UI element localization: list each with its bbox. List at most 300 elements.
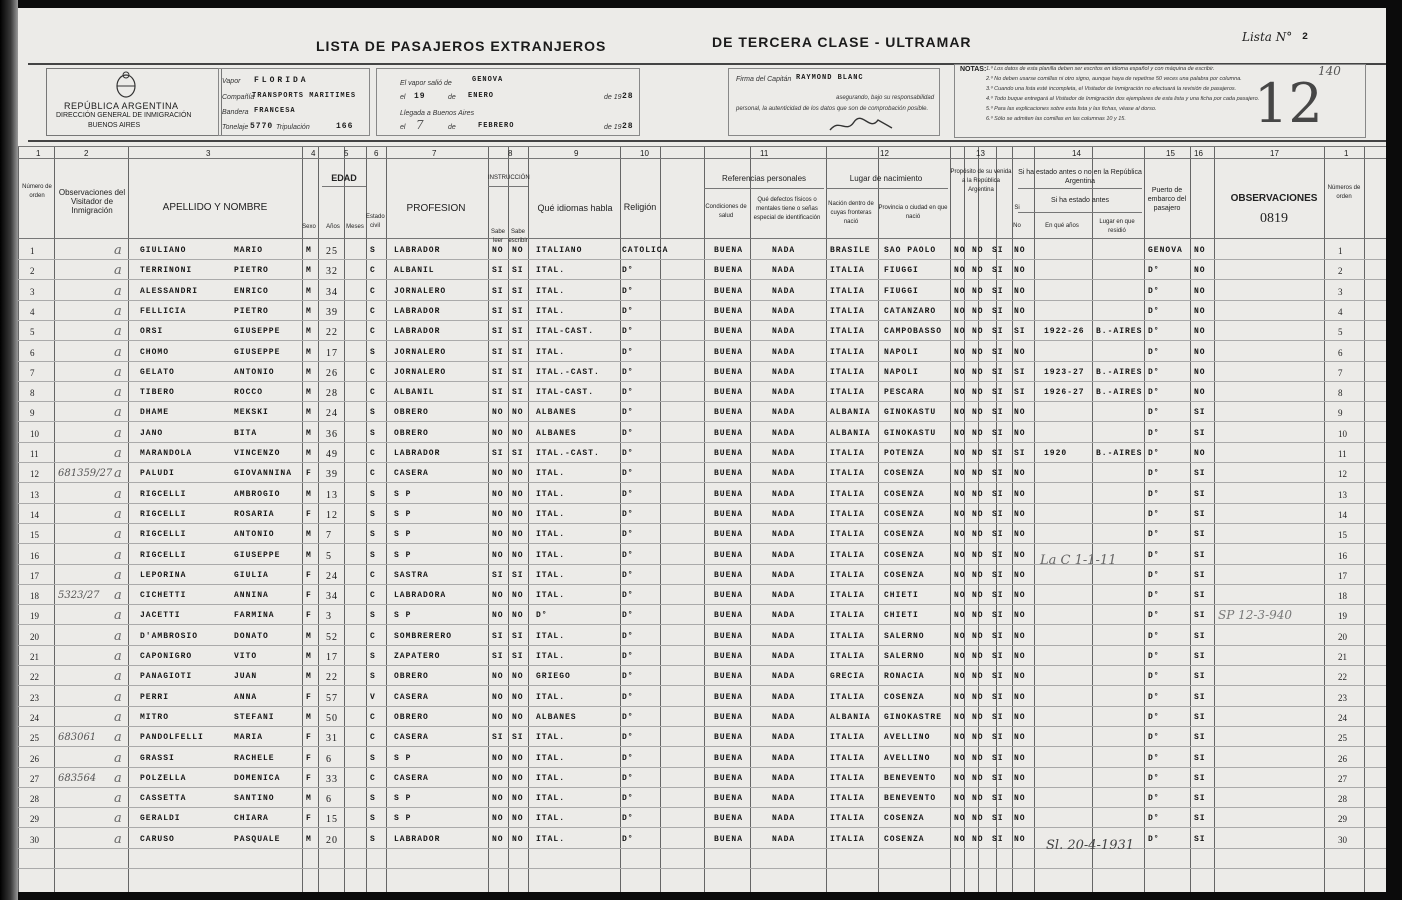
cell-puerto: D°: [1148, 428, 1160, 438]
cell-idiomas: ITAL.: [536, 773, 566, 783]
grid-column-line: [1034, 146, 1035, 892]
grid-subheader-line: [322, 186, 366, 187]
cell-profesion: S P: [394, 489, 412, 499]
cell-hand-mark: a: [114, 385, 122, 401]
cell-prop-4: NO: [1014, 652, 1026, 661]
cell-prop-1: NO: [954, 367, 966, 377]
cell-sabe-escribir: NO: [512, 246, 524, 255]
cell-sabe-leer: SI: [492, 266, 504, 276]
grid-row-line: [18, 868, 1386, 869]
cell-provincia: PESCARA: [884, 388, 925, 398]
grid-column-line: [344, 146, 345, 892]
cell-defectos: NADA: [772, 469, 796, 479]
cell-prop-2: NO: [972, 327, 984, 337]
cell-idiomas: ITAL.: [536, 469, 566, 479]
row-number: 4: [30, 306, 35, 317]
row-number: 11: [30, 449, 39, 459]
cell-nombre: PIETRO: [234, 266, 269, 276]
cell-sabe-escribir: SI: [512, 388, 524, 398]
grid-row-line: [18, 523, 1386, 524]
salida-dia: 19: [414, 92, 426, 101]
cell-puerto: D°: [1148, 449, 1160, 458]
cell-sexo: M: [306, 489, 312, 499]
cell-sabe-escribir: SI: [512, 266, 524, 276]
cell-puerto: D°: [1148, 591, 1160, 601]
cell-edad: 34: [326, 286, 338, 298]
cell-religion: D°: [622, 449, 634, 458]
cell-lugar-residio: B.-AIRES: [1096, 388, 1143, 398]
cell-profesion: LABRADOR: [394, 306, 441, 316]
cell-nacion: ITALIA: [830, 834, 865, 844]
cell-provincia: SALERNO: [884, 652, 925, 661]
cell-puerto: D°: [1148, 286, 1160, 296]
cell-defectos: NADA: [772, 773, 796, 783]
cell-hand-mark: a: [114, 689, 122, 705]
row-number-right: 13: [1338, 489, 1347, 500]
cell-prop-1: NO: [954, 489, 966, 499]
grid-row-line: [18, 726, 1386, 727]
cell-prop-2: NO: [972, 834, 984, 844]
cell-religion: D°: [622, 388, 634, 398]
row-number-right: 17: [1338, 570, 1347, 581]
row-number: 13: [30, 489, 39, 500]
cell-puerto: D°: [1148, 672, 1160, 682]
cell-religion: D°: [622, 408, 634, 418]
row-number: 2: [30, 266, 35, 277]
cell-nacion: ITALIA: [830, 794, 865, 804]
row-number-right: 22: [1338, 672, 1347, 683]
cell-sabe-escribir: NO: [512, 814, 524, 824]
cell-profesion: S P: [394, 753, 412, 763]
cell-sabe-leer: SI: [492, 733, 504, 743]
cell-idiomas: ITAL.: [536, 692, 566, 702]
cell-provincia: RONACIA: [884, 672, 925, 682]
cell-prop-4: NO: [1014, 814, 1026, 824]
cell-sexo: M: [306, 449, 312, 458]
cell-religion: D°: [622, 611, 634, 621]
cell-nombre: ANTONIO: [234, 367, 275, 377]
cell-prop-3: SI: [992, 530, 1004, 540]
cell-sabe-escribir: NO: [512, 550, 524, 560]
cell-apellido: CASSETTA: [140, 794, 187, 804]
cell-nacion: ITALIA: [830, 449, 865, 458]
cell-salud: BUENA: [714, 509, 744, 519]
cell-sabe-leer: SI: [492, 570, 504, 580]
row-number-right: 4: [1338, 306, 1343, 317]
cell-sexo: M: [306, 327, 312, 337]
cell-puerto: D°: [1148, 388, 1160, 398]
handwritten-note-2: Sl. 20-4-1931: [1046, 838, 1135, 853]
row-number-right: 27: [1338, 773, 1347, 784]
grid-row-line: [18, 827, 1386, 828]
cell-prop-4: NO: [1014, 794, 1026, 804]
cell-sabe-leer: NO: [492, 550, 504, 560]
cell-provincia: NAPOLI: [884, 347, 919, 357]
cell-edad: 52: [326, 631, 338, 643]
cell-edad: 20: [326, 834, 338, 846]
cell-religion: D°: [622, 327, 634, 337]
cell-prop-4: NO: [1014, 611, 1026, 621]
cell-nacion: ITALIA: [830, 611, 865, 621]
cell-profesion: LABRADOR: [394, 246, 441, 255]
cell-prop-1: NO: [954, 712, 966, 722]
cell-prop-4: NO: [1014, 631, 1026, 641]
cell-nacion: ITALIA: [830, 530, 865, 540]
cell-sabe-escribir: SI: [512, 449, 524, 458]
cell-prop-1: NO: [954, 591, 966, 601]
cell-sabe-escribir: SI: [512, 631, 524, 641]
cell-nacion: ITALIA: [830, 631, 865, 641]
cell-prop-3: SI: [992, 814, 1004, 824]
cell-defectos: NADA: [772, 489, 796, 499]
cell-sabe-escribir: NO: [512, 469, 524, 479]
cell-estado-civil: S: [370, 347, 376, 357]
cell-estado-civil: C: [370, 591, 376, 601]
cell-provincia: FIUGGI: [884, 286, 919, 296]
row-number: 9: [30, 408, 35, 419]
cell-defectos: NADA: [772, 753, 796, 763]
cell-edad: 34: [326, 591, 338, 603]
tripulacion-value: 166: [336, 122, 354, 131]
cell-defectos: NADA: [772, 611, 796, 621]
cell-defectos: NADA: [772, 692, 796, 702]
cell-col16: NO: [1194, 306, 1206, 316]
cell-estado-civil: S: [370, 408, 376, 418]
cell-puerto: D°: [1148, 712, 1160, 722]
cell-prop-1: NO: [954, 611, 966, 621]
cell-sexo: F: [306, 733, 312, 743]
cell-prop-3: SI: [992, 306, 1004, 316]
cell-nombre: DOMENICA: [234, 773, 281, 783]
grid-subheader-line: [826, 188, 948, 189]
cell-sabe-escribir: NO: [512, 408, 524, 418]
cell-profesion: ZAPATERO: [394, 652, 441, 661]
cell-apellido: RIGCELLI: [140, 530, 187, 540]
cell-edad: 3: [326, 611, 332, 623]
cell-sexo: M: [306, 246, 312, 255]
cell-prop-4: NO: [1014, 753, 1026, 763]
cell-sexo: M: [306, 428, 312, 438]
cell-nacion: ITALIA: [830, 814, 865, 824]
grid-row-line: [18, 421, 1386, 422]
cell-sabe-leer: SI: [492, 388, 504, 398]
cell-prop-4: NO: [1014, 591, 1026, 601]
cell-puerto: D°: [1148, 550, 1160, 560]
cell-provincia: SAO PAOLO: [884, 246, 937, 255]
visitor-observation: 683061: [58, 732, 97, 744]
col-edad: EDAD: [331, 173, 357, 183]
cell-apellido: ALESSANDRI: [140, 286, 199, 296]
cell-apellido: PERRI: [140, 692, 170, 702]
cell-hand-mark: a: [114, 466, 122, 482]
cell-edad: 33: [326, 773, 338, 785]
cell-en-que-anos: 1920: [1044, 449, 1068, 458]
cell-provincia: COSENZA: [884, 530, 925, 540]
cell-salud: BUENA: [714, 652, 744, 661]
cell-salud: BUENA: [714, 327, 744, 337]
cell-estado-civil: S: [370, 672, 376, 682]
cell-salud: BUENA: [714, 550, 744, 560]
cell-religion: CATOLICA: [622, 246, 669, 255]
row-number: 10: [30, 428, 39, 439]
cell-provincia: FIUGGI: [884, 266, 919, 276]
cell-puerto: D°: [1148, 611, 1160, 621]
grid-row-line: [18, 665, 1386, 666]
cell-sabe-leer: SI: [492, 347, 504, 357]
cell-nacion: ITALIA: [830, 327, 865, 337]
cell-prop-2: NO: [972, 408, 984, 418]
cell-provincia: AVELLINO: [884, 733, 931, 743]
cell-puerto: D°: [1148, 408, 1160, 418]
column-number: 12: [880, 149, 889, 158]
cell-nombre: VITO: [234, 652, 258, 661]
cell-puerto: D°: [1148, 692, 1160, 702]
grid-row-line: [18, 746, 1386, 747]
cell-nacion: ITALIA: [830, 733, 865, 743]
cell-nacion: ITALIA: [830, 347, 865, 357]
cell-hand-mark: a: [114, 446, 122, 461]
column-number: 10: [640, 149, 649, 158]
cell-nacion: ITALIA: [830, 550, 865, 560]
cell-prop-1: NO: [954, 814, 966, 824]
cell-estado-civil: C: [370, 367, 376, 377]
col-religion: Religión: [623, 202, 657, 212]
cell-profesion: SASTRA: [394, 570, 429, 580]
cell-sabe-escribir: NO: [512, 672, 524, 682]
cell-sabe-escribir: NO: [512, 794, 524, 804]
grid-row-line: [18, 848, 1386, 849]
cell-apellido: RIGCELLI: [140, 550, 187, 560]
cell-puerto: D°: [1148, 347, 1160, 357]
grid-column-line: [1012, 146, 1013, 892]
row-number: 22: [30, 672, 39, 683]
col-profesion: PROFESION: [406, 203, 466, 214]
cell-salud: BUENA: [714, 672, 744, 682]
grid-row-line: [18, 645, 1386, 646]
cell-prop-1: NO: [954, 286, 966, 296]
lista-label: Lista N°: [1242, 30, 1293, 44]
cell-idiomas: GRIEGO: [536, 672, 571, 682]
cell-prop-1: NO: [954, 327, 966, 337]
lista-number: 2: [1302, 32, 1310, 43]
row-number: 6: [30, 347, 35, 358]
cell-hand-mark: a: [114, 303, 122, 319]
row-number: 18: [30, 591, 39, 602]
cell-edad: 22: [326, 672, 338, 684]
cell-apellido: TERRINONI: [140, 266, 193, 276]
cell-profesion: CASERA: [394, 692, 429, 702]
cell-salud: BUENA: [714, 246, 744, 255]
cell-col16: SI: [1194, 530, 1206, 540]
visitor-observation: 5323/27: [58, 590, 100, 602]
cell-hand-mark: a: [114, 324, 122, 340]
cell-idiomas: ITAL.-CAST.: [536, 449, 600, 458]
cell-nombre: MEKSKI: [234, 408, 269, 418]
cell-salud: BUENA: [714, 733, 744, 743]
cell-prop-1: NO: [954, 652, 966, 661]
cell-provincia: CHIETI: [884, 591, 919, 601]
cell-sabe-escribir: SI: [512, 327, 524, 337]
grid-row-line: [18, 503, 1386, 504]
cell-sabe-leer: NO: [492, 428, 504, 438]
cell-provincia: COSENZA: [884, 692, 925, 702]
cell-col16: SI: [1194, 672, 1206, 682]
cell-col16: SI: [1194, 753, 1206, 763]
cell-puerto: D°: [1148, 509, 1160, 519]
row-number-right: 16: [1338, 550, 1347, 561]
column-number: 3: [206, 149, 211, 158]
cell-hand-mark: a: [114, 588, 122, 604]
handwritten-note: La C 1-1-11: [1040, 553, 1117, 568]
cell-sabe-leer: SI: [492, 286, 504, 296]
cell-estado-civil: S: [370, 794, 376, 804]
cell-profesion: ALBANIL: [394, 266, 435, 276]
cell-hand-mark: a: [114, 283, 122, 299]
cell-defectos: NADA: [772, 509, 796, 519]
cell-sexo: F: [306, 611, 312, 621]
cell-provincia: CHIETI: [884, 611, 919, 621]
observaciones-number: 0819: [1260, 211, 1288, 226]
cell-sabe-escribir: NO: [512, 489, 524, 499]
cell-sabe-leer: NO: [492, 834, 504, 844]
cell-defectos: NADA: [772, 570, 796, 580]
grid-row-line: [18, 300, 1386, 301]
cell-prop-4: NO: [1014, 266, 1026, 276]
grid-row-line: [18, 767, 1386, 768]
cell-sabe-leer: NO: [492, 794, 504, 804]
grid-column-line: [128, 146, 129, 892]
cell-prop-3: SI: [992, 773, 1004, 783]
cell-prop-2: NO: [972, 652, 984, 661]
captain-name: RAYMOND BLANC: [796, 74, 864, 82]
cell-defectos: NADA: [772, 834, 796, 844]
row-number-right: 20: [1338, 631, 1347, 642]
cell-religion: D°: [622, 834, 634, 844]
grid-column-line: [950, 146, 951, 892]
cell-idiomas: ITAL.: [536, 530, 566, 540]
cell-sabe-leer: NO: [492, 469, 504, 479]
cell-sexo: F: [306, 773, 312, 783]
cell-prop-1: NO: [954, 449, 966, 458]
cell-prop-3: SI: [992, 570, 1004, 580]
cell-prop-2: NO: [972, 814, 984, 824]
cell-nombre: MARIA: [234, 733, 264, 743]
cell-provincia: COSENZA: [884, 489, 925, 499]
cell-prop-3: SI: [992, 834, 1004, 844]
cell-profesion: JORNALERO: [394, 367, 447, 377]
cell-nombre: GIUSEPPE: [234, 550, 281, 560]
cell-salud: BUENA: [714, 306, 744, 316]
cell-sabe-leer: NO: [492, 753, 504, 763]
col-observaciones: OBSERVACIONES: [1230, 193, 1318, 204]
cell-col16: NO: [1194, 327, 1206, 337]
grid-column-line: [826, 146, 827, 892]
cell-sabe-escribir: NO: [512, 753, 524, 763]
cell-sabe-leer: SI: [492, 652, 504, 661]
cell-nombre: ROSARIA: [234, 509, 275, 519]
cell-prop-1: NO: [954, 834, 966, 844]
cell-apellido: D'AMBROSIO: [140, 631, 199, 641]
grid-row-line: [18, 401, 1386, 402]
cell-estado-civil: V: [370, 692, 376, 702]
cell-provincia: BENEVENTO: [884, 794, 937, 804]
cell-provincia: GINOKASTRE: [884, 712, 943, 722]
grid-row-line: [18, 442, 1386, 443]
cell-profesion: SOMBRERERO: [394, 631, 453, 641]
cell-defectos: NADA: [772, 408, 796, 418]
grid-row-line: [18, 543, 1386, 544]
cell-hand-mark: a: [114, 730, 122, 746]
cell-salud: BUENA: [714, 367, 744, 377]
title-right: DE TERCERA CLASE - ULTRAMAR: [712, 34, 972, 50]
cell-puerto: D°: [1148, 814, 1160, 824]
row-number-right: 21: [1338, 652, 1347, 662]
cell-col16: SI: [1194, 652, 1206, 661]
cell-sexo: F: [306, 692, 312, 702]
cell-prop-3: SI: [992, 408, 1004, 418]
cell-estado-civil: S: [370, 652, 376, 661]
cell-en-que-anos: 1926-27: [1044, 388, 1085, 398]
cell-sabe-escribir: NO: [512, 530, 524, 540]
cell-sexo: M: [306, 530, 312, 540]
cell-nombre: BITA: [234, 428, 258, 438]
grid-column-line: [366, 146, 367, 892]
cell-religion: D°: [622, 692, 634, 702]
cell-nombre: ROCCO: [234, 388, 264, 398]
cell-profesion: LABRADORA: [394, 591, 447, 601]
cell-estado-civil: S: [370, 489, 376, 499]
cell-puerto: D°: [1148, 469, 1160, 479]
cell-prop-2: NO: [972, 367, 984, 377]
cell-idiomas: ALBANES: [536, 428, 577, 438]
cell-col16: NO: [1194, 347, 1206, 357]
cell-sabe-escribir: NO: [512, 773, 524, 783]
column-number: 1: [1344, 149, 1349, 158]
cell-prop-4: NO: [1014, 489, 1026, 499]
cell-defectos: NADA: [772, 428, 796, 438]
cell-nombre: FARMINA: [234, 611, 275, 621]
cell-salud: BUENA: [714, 570, 744, 580]
cell-prop-1: NO: [954, 408, 966, 418]
col-idiomas: Qué idiomas habla: [537, 203, 613, 213]
cell-salud: BUENA: [714, 408, 744, 418]
cell-nombre: SANTINO: [234, 794, 275, 804]
cell-sabe-escribir: NO: [512, 712, 524, 722]
row-number: 20: [30, 631, 39, 642]
row-number-right: 26: [1338, 753, 1347, 764]
column-number: 14: [1072, 149, 1081, 158]
cell-idiomas: ITAL.: [536, 509, 566, 519]
cell-nacion: ALBANIA: [830, 408, 871, 418]
cell-nombre: AMBROGIO: [234, 489, 281, 499]
row-number-right: 10: [1338, 428, 1347, 439]
cell-sabe-leer: SI: [492, 327, 504, 337]
coat-of-arms-icon: [114, 70, 138, 98]
cell-profesion: OBRERO: [394, 428, 429, 438]
column-number: 1: [36, 149, 41, 158]
cell-col16: SI: [1194, 570, 1206, 580]
cell-edad: 32: [326, 266, 338, 278]
cell-sexo: M: [306, 408, 312, 418]
cell-prop-2: NO: [972, 428, 984, 438]
cell-defectos: NADA: [772, 449, 796, 458]
cell-apellido: CHOMO: [140, 347, 170, 357]
cell-prop-2: NO: [972, 692, 984, 702]
cell-edad: 24: [326, 408, 338, 420]
cell-prop-4: NO: [1014, 347, 1026, 357]
row-number: 19: [30, 611, 39, 622]
cell-idiomas: ITAL.: [536, 570, 566, 580]
